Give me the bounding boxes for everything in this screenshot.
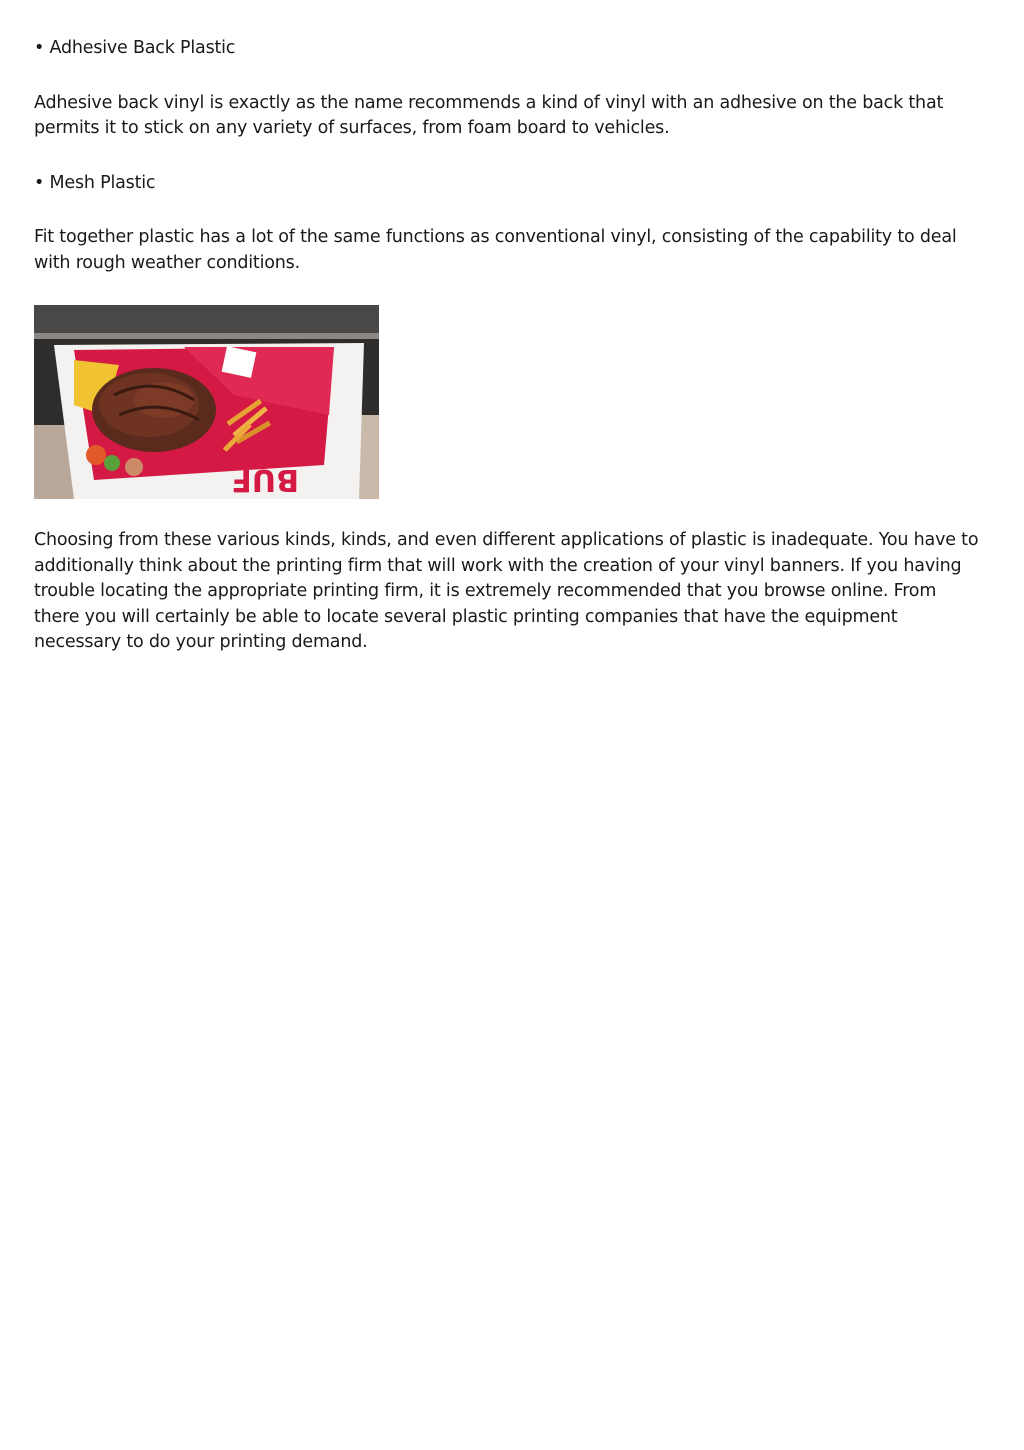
- document-page: [34, 36, 984, 685]
- section-heading-mesh: • Mesh Plastic: [34, 172, 156, 193]
- vinyl-banner-photo: [34, 305, 379, 499]
- closing-paragraph: Choosing from these various kinds, kinds, and even different applications of plastic is inadequate. You have to additionally think about the printing firm that will work with the creation of your vinyl banners. If you having trouble locating the appropriate printing firm, it is extremely recommended that you browse online. From there you will certainly be able to locate several plastic printing companies that have the equipment necessary to do your printing demand.: [34, 530, 979, 652]
- banner-print-text: BUF: [231, 462, 299, 497]
- paragraph-mesh: Fit together plastic has a lot of the same functions as conventional vinyl, consisting of the capability to deal with rough weather conditions.: [34, 227, 957, 273]
- section-heading-adhesive: • Adhesive Back Plastic: [34, 38, 236, 58]
- paragraph-adhesive: Adhesive back vinyl is exactly as the name recommends a kind of vinyl with an adhesive on the back that permits it to stick on any variety of surfaces, from foam board to vehicles.: [34, 92, 944, 138]
